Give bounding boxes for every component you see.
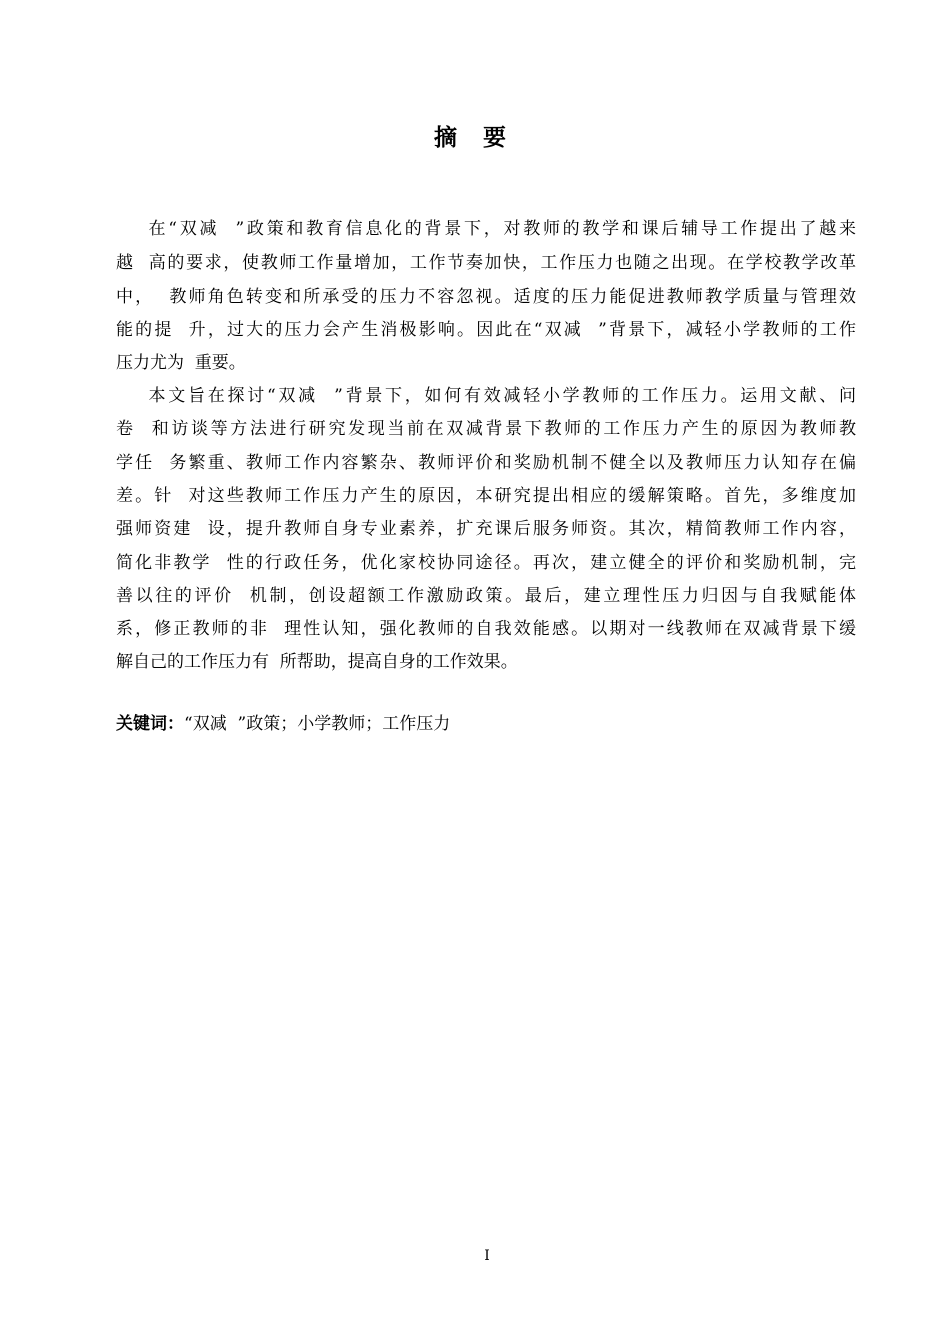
paragraph-1-line-1: 在“双减 ”政策和教育信息化的背景下，对教师的教学和课后辅导工作提出了越来	[116, 219, 856, 239]
paragraph-1-line-5: 压力尤为 重要。	[116, 353, 246, 373]
paragraph-2-line-5: 强师资建 设，提升教师自身专业素养，扩充课后服务师资。其次，精简教师工作内容，	[116, 519, 856, 539]
page-number: I	[484, 1248, 490, 1264]
paragraph-2-line-6: 简化非教学 性的行政任务，优化家校协同途径。再次，建立健全的评价和奖励机制，完	[116, 553, 856, 573]
keywords-label: 关键词：	[116, 714, 184, 734]
paragraph-2-line-4: 差。针 对这些教师工作压力产生的原因，本研究提出相应的缓解策略。首先，多维度加	[116, 486, 856, 506]
paragraph-2-line-8: 系，修正教师的非 理性认知，强化教师的自我效能感。以期对一线教师在双减背景下缓	[116, 619, 856, 639]
keywords-text: “双减 ”政策；小学教师；工作压力	[184, 714, 451, 734]
paragraph-2-line-3: 学任 务繁重、教师工作内容繁杂、教师评价和奖励机制不健全以及教师压力认知存在偏	[116, 453, 856, 473]
paragraph-1-line-4: 能的提 升，过大的压力会产生消极影响。因此在“双减 ”背景下，减轻小学教师的工作	[116, 320, 856, 340]
paragraph-2-line-9: 解自己的工作压力有 所帮助，提高自身的工作效果。	[116, 652, 518, 672]
paragraph-1-line-3: 中， 教师角色转变和所承受的压力不容忽视。适度的压力能促进教师教学质量与管理效	[116, 287, 856, 307]
paragraph-1-line-2: 越 高的要求，使教师工作量增加，工作节奏加快，工作压力也随之出现。在学校教学改革	[116, 253, 856, 273]
paragraph-2-line-7: 善以往的评价 机制，创设超额工作激励政策。最后，建立理性压力归因与自我赋能体	[116, 586, 856, 606]
paragraph-2-line-1: 本文旨在探讨“双减 ”背景下，如何有效减轻小学教师的工作压力。运用文献、问	[116, 386, 856, 406]
keywords-line	[116, 707, 450, 741]
paragraph-2-line-2: 卷 和访谈等方法进行研究发现当前在双减背景下教师的工作压力产生的原因为教师教	[116, 419, 856, 439]
abstract-title: 摘要	[434, 125, 532, 151]
